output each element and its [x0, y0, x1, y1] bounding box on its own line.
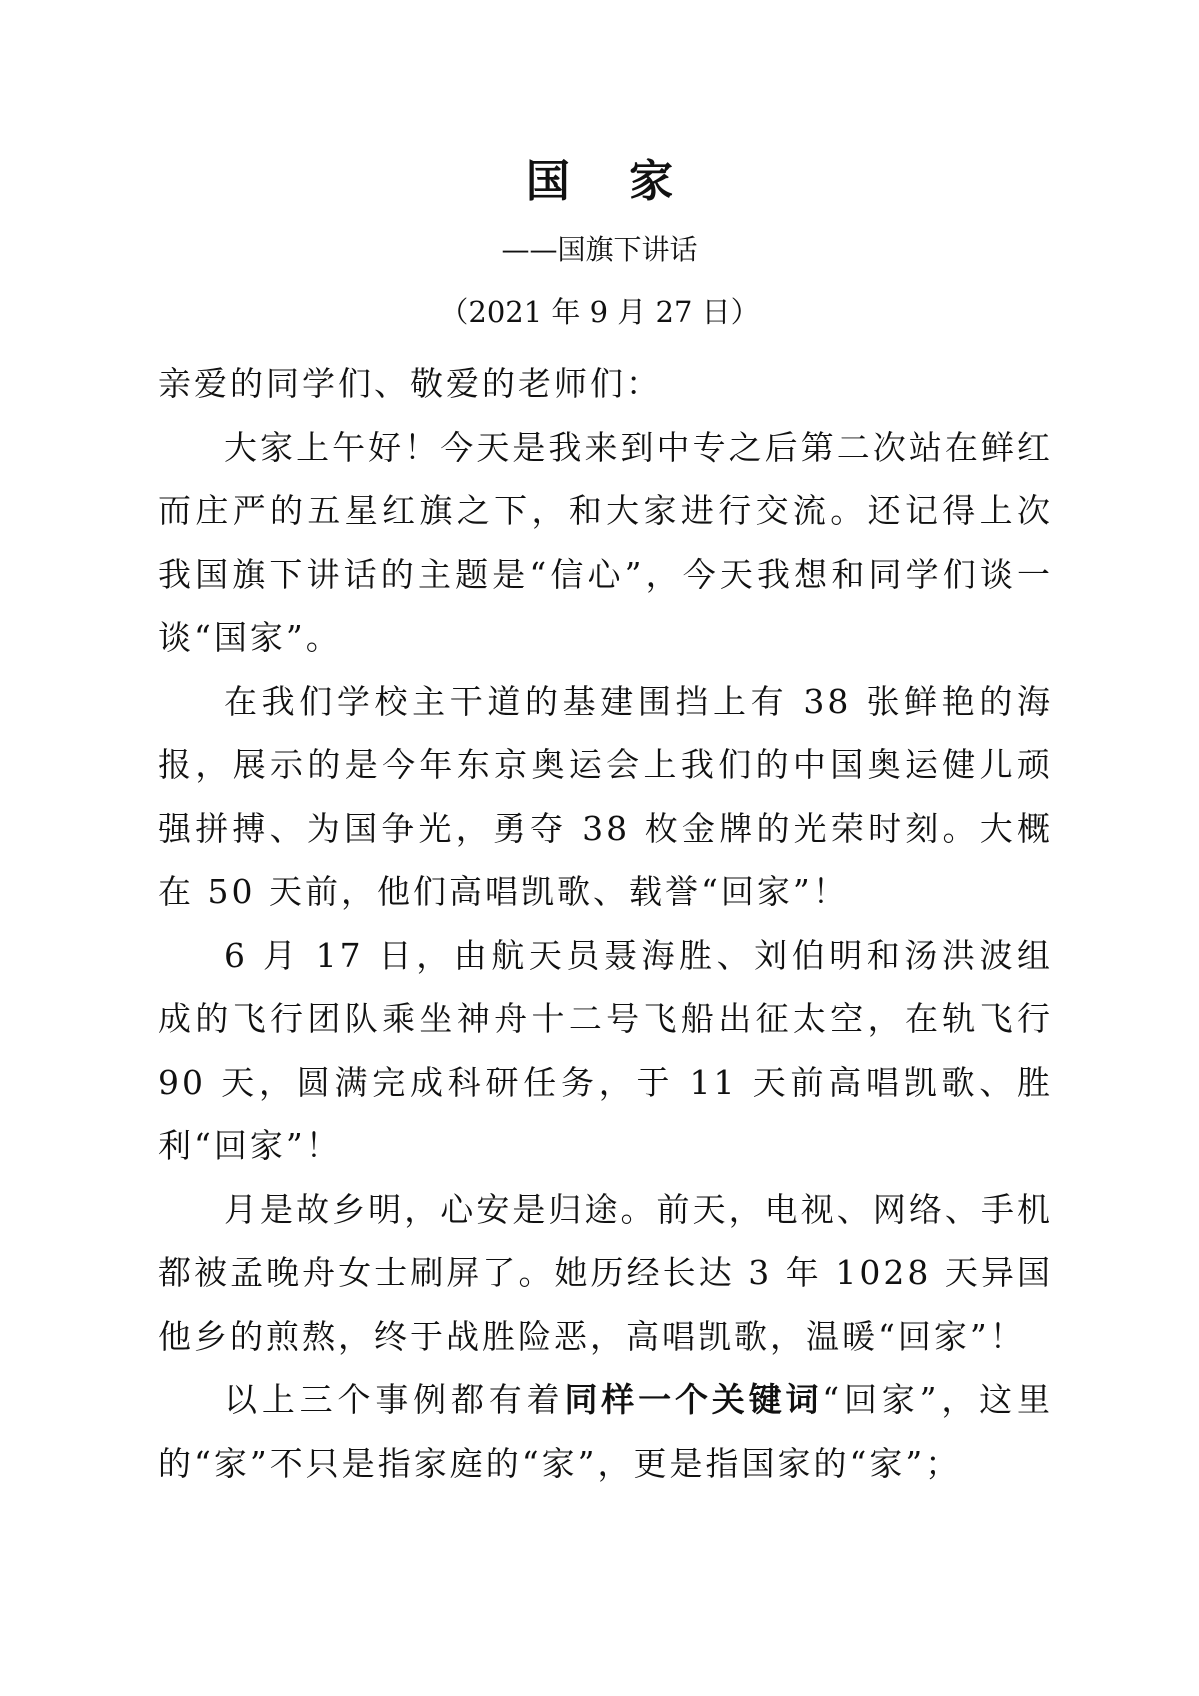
- highlighted-keyword: 同样一个关键词: [564, 1380, 823, 1419]
- paragraph-shenzhou: 6 月 17 日，由航天员聂海胜、刘伯明和汤洪波组成的飞行团队乘坐神舟十二号飞船出征太空，在轨飞行 90 天，圆满完成科研任务，于 11 天前高唱凯歌、胜利“回家”！: [158, 935, 1053, 1165]
- document-body: [158, 352, 1053, 1495]
- paragraph-keyword: [158, 1368, 1053, 1495]
- paragraph-olympics: 在我们学校主干道的基建围挡上有 38 张鲜艳的海报，展示的是今年东京奥运会上我们的中国奥运健儿顽强拼搏、为国争光，勇夺 38 枚金牌的光荣时刻。大概在 50 天前，他们高唱凯歌、载誉“回家”！: [158, 681, 1053, 911]
- paragraph-keyword-after: “回家”，这里的“家”不只是指家庭的“家”，更是指国家的“家”；: [158, 1380, 1053, 1483]
- paragraph-keyword-before: 以上三个事例都有着: [224, 1380, 565, 1419]
- document-title: 国 家: [525, 156, 696, 207]
- paragraph-greeting: 大家上午好！今天是我来到中专之后第二次站在鲜红而庄严的五星红旗之下，和大家进行交流。还记得上次我国旗下讲话的主题是“信心”，今天我想和同学们谈一谈“国家”。: [158, 427, 1053, 657]
- document-subtitle: ——国旗下讲话: [501, 233, 698, 266]
- paragraph-meng-wanzhou: 月是故乡明，心安是归途。前天，电视、网络、手机都被孟晚舟女士刷屏了。她历经长达 3 年 1028 天异国他乡的煎熬，终于战胜险恶，高唱凯歌，温暖“回家”！: [158, 1189, 1053, 1356]
- salutation: 亲爱的同学们、敬爱的老师们：: [158, 364, 662, 403]
- document-date: （2021 年 9 月 27 日）: [439, 295, 760, 329]
